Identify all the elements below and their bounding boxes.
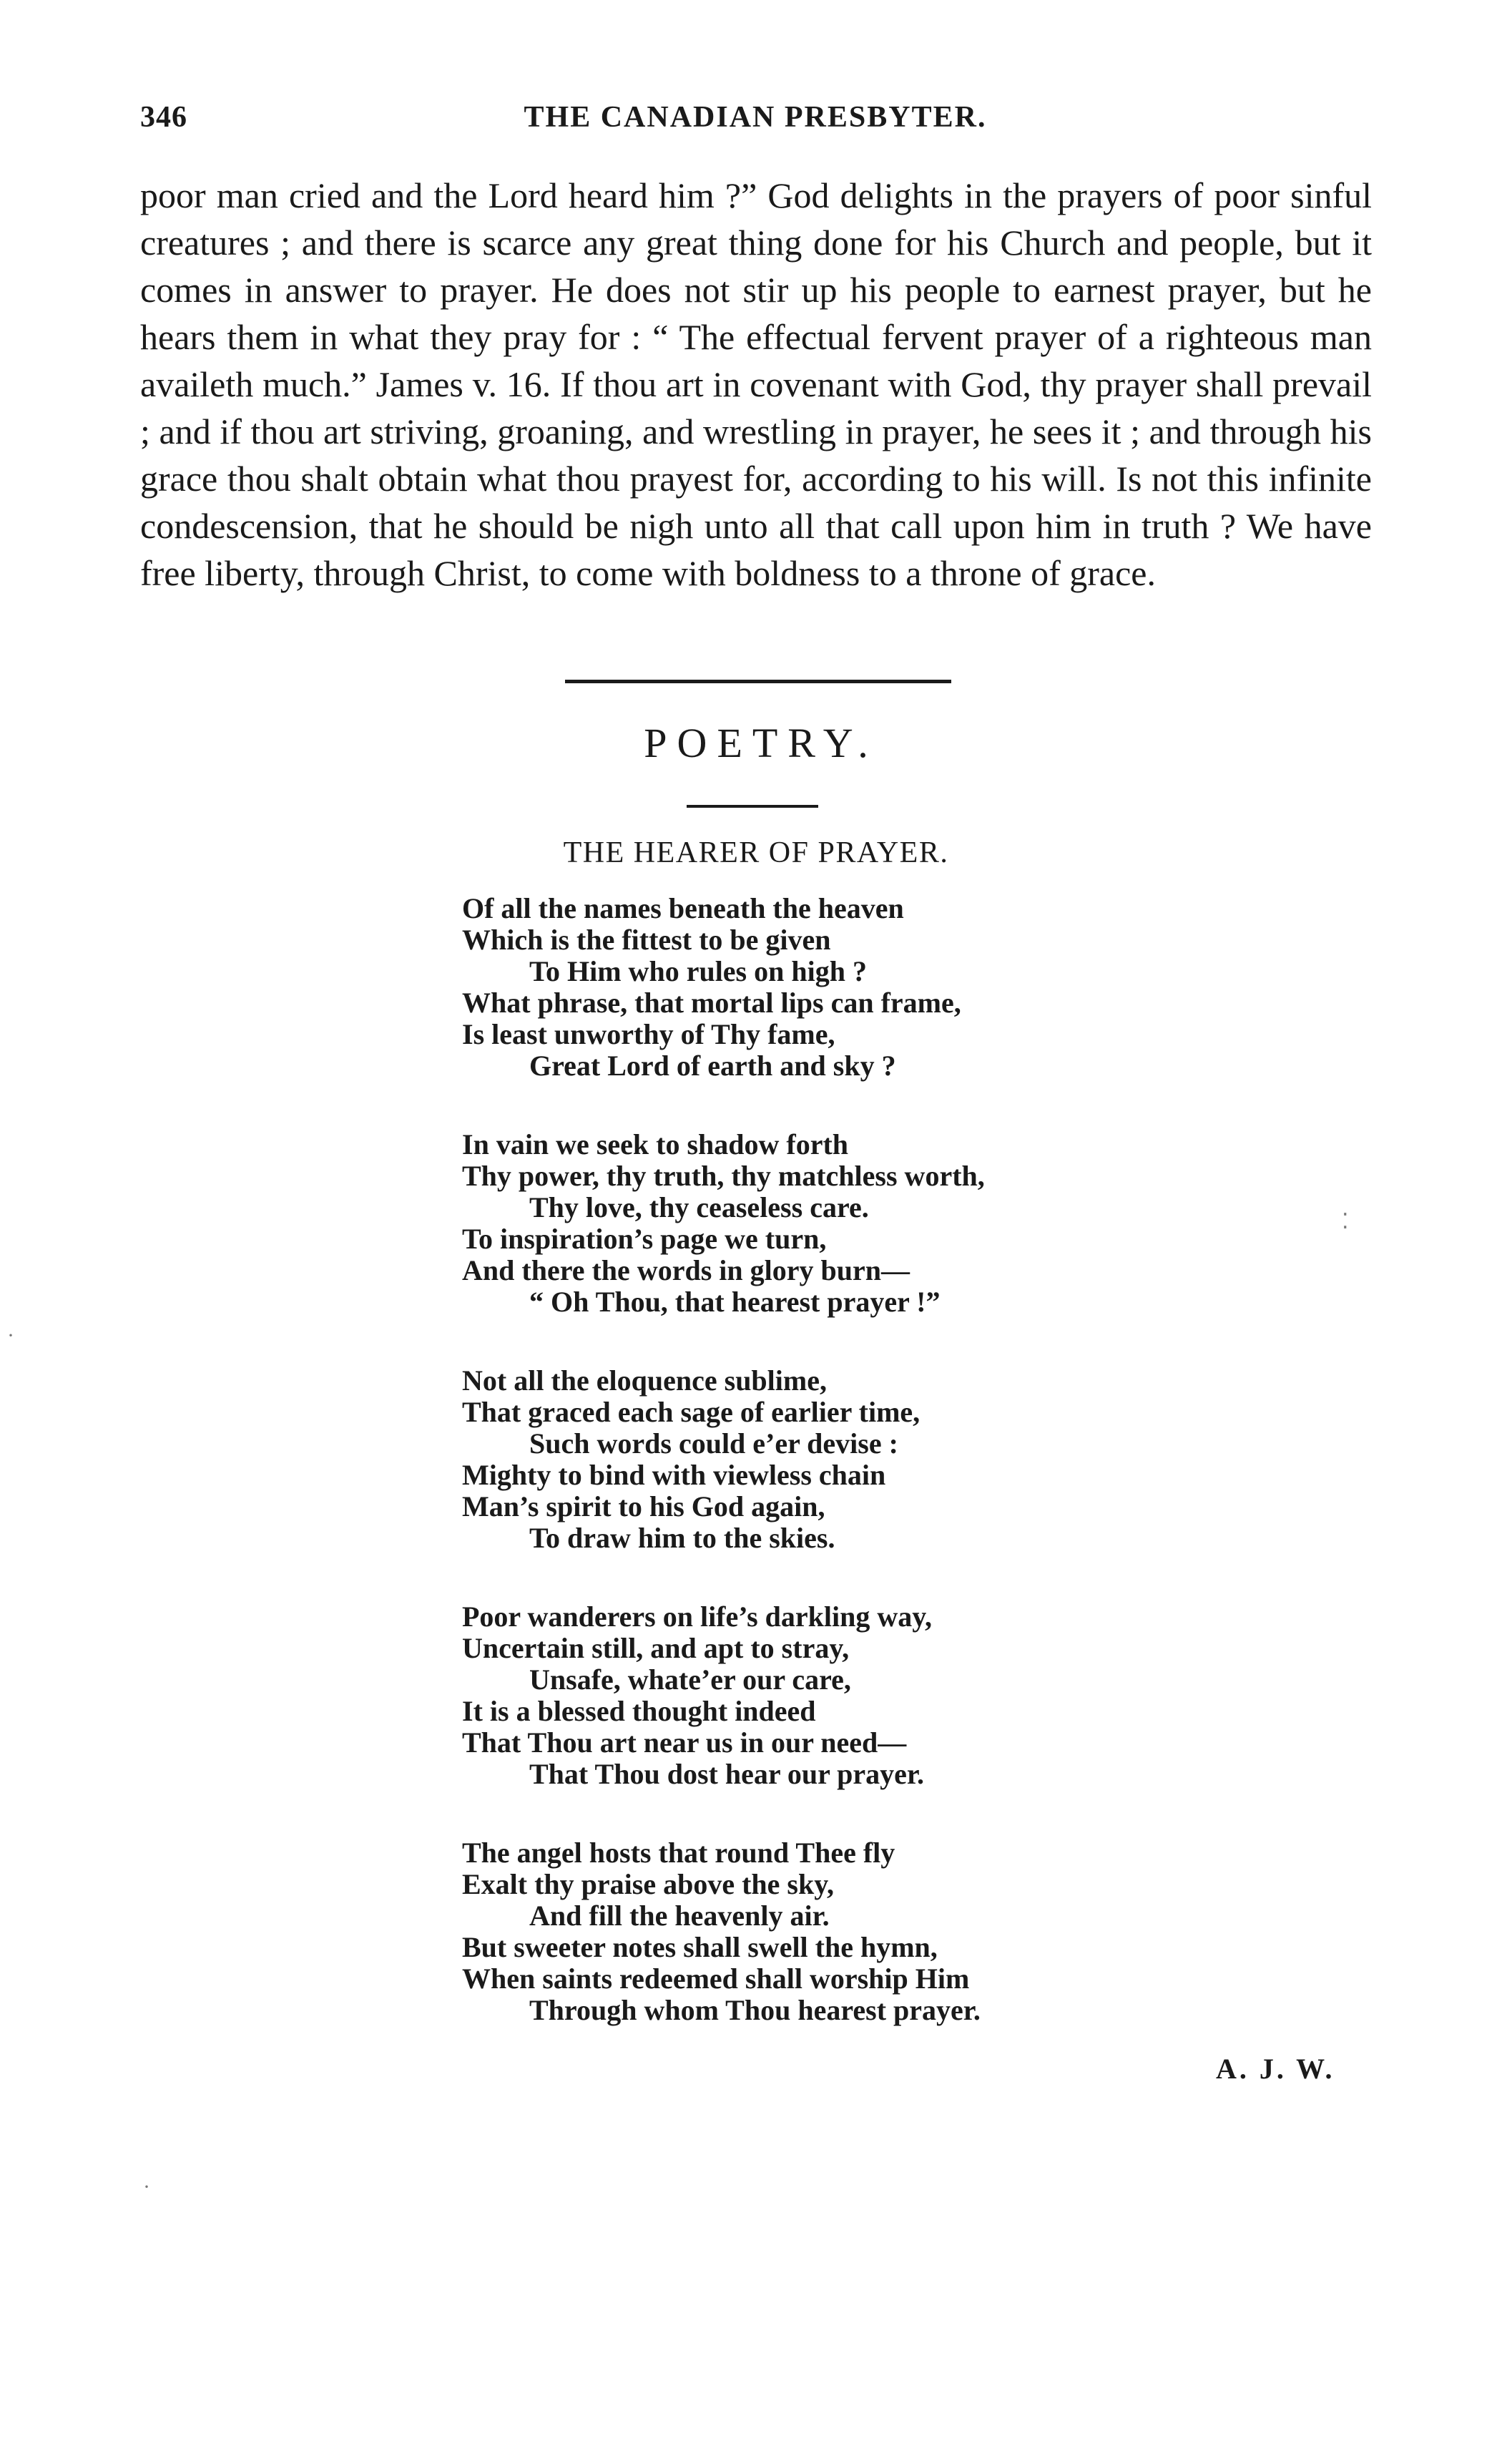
poem-line: But sweeter notes shall swell the hymn, bbox=[462, 1931, 938, 1963]
print-speck: · bbox=[7, 1324, 14, 1347]
poem-line: Unsafe, whate’er our care, bbox=[529, 1663, 851, 1696]
poem-line: The angel hosts that round Thee fly bbox=[462, 1837, 895, 1869]
poem-line: To draw him to the skies. bbox=[529, 1522, 835, 1554]
heading-underline-rule bbox=[687, 805, 818, 808]
stanza bbox=[462, 1837, 1349, 2026]
prose-section bbox=[140, 172, 1372, 597]
poem-line: To inspiration’s page we turn, bbox=[462, 1223, 827, 1255]
poem-line: Which is the fittest to be given bbox=[462, 924, 831, 956]
poem-line: Mighty to bind with viewless chain bbox=[462, 1459, 886, 1491]
poem-line: Of all the names beneath the heaven bbox=[462, 892, 904, 924]
poem-line: Through whom Thou hearest prayer. bbox=[529, 1994, 981, 2026]
poem-line: “ Oh Thou, that hearest prayer !” bbox=[529, 1286, 941, 1318]
poem-line: That graced each sage of earlier time, bbox=[462, 1396, 921, 1428]
poem-line: Exalt thy praise above the sky, bbox=[462, 1868, 835, 1900]
poem-line: That Thou art near us in our need— bbox=[462, 1726, 907, 1759]
poem-line: Great Lord of earth and sky ? bbox=[529, 1050, 896, 1082]
poem-line: Thy love, thy ceaseless care. bbox=[529, 1191, 869, 1223]
stanza bbox=[462, 893, 1349, 1082]
poem-line: Poor wanderers on life’s darkling way, bbox=[462, 1600, 933, 1633]
section-heading: POETRY. bbox=[644, 720, 878, 766]
poem-line: In vain we seek to shadow forth bbox=[462, 1128, 849, 1160]
poem-line: That Thou dost hear our prayer. bbox=[529, 1758, 924, 1790]
prose-paragraph: poor man cried and the Lord heard him ?” God delights in the prayers of poor sinful creatures ; and there is scarce any great thing done for his Church and people, but it comes in answer to prayer. He does not stir up his people to earnest prayer, but he hears them in what they pray for : “ The effectual fervent prayer of a righteous man availeth much.” James v. 16. If thou art in covenant with God, thy prayer shall prevail ; and if thou art striving, groaning, and wrestling in prayer, he sees it ; and through his grace thou shalt obtain what thou prayest for, according to his will. Is not this infinite condescension, that he should be nigh unto all that call upon him in truth ? We have free liberty, through Christ, to come with boldness to a throne of grace. bbox=[140, 175, 1372, 593]
poem-line: And fill the heavenly air. bbox=[529, 1900, 830, 1932]
page-header bbox=[140, 100, 1370, 143]
section-divider-rule bbox=[565, 680, 951, 683]
poem-line: It is a blessed thought indeed bbox=[462, 1695, 816, 1727]
print-speck: ⁚ bbox=[1342, 1210, 1349, 1233]
poem-line: Thy power, thy truth, thy matchless worth, bbox=[462, 1160, 985, 1192]
poem-line: Such words could e’er devise : bbox=[529, 1427, 898, 1460]
poem-title: THE HEARER OF PRAYER. bbox=[563, 836, 949, 869]
poem-line: And there the words in glory burn— bbox=[462, 1254, 910, 1286]
poem-line: Not all the eloquence sublime, bbox=[462, 1364, 827, 1397]
stanza bbox=[462, 1365, 1349, 1554]
poem-body bbox=[462, 893, 1349, 2073]
running-title: THE CANADIAN PRESBYTER. bbox=[524, 101, 987, 134]
stanza bbox=[462, 1129, 1349, 1318]
stanza bbox=[462, 1601, 1349, 1790]
poem-line: Uncertain still, and apt to stray, bbox=[462, 1632, 850, 1664]
page-number: 346 bbox=[140, 101, 187, 134]
print-speck: · bbox=[143, 2175, 150, 2199]
poem-line: What phrase, that mortal lips can frame, bbox=[462, 987, 961, 1019]
poem-line: When saints redeemed shall worship Him bbox=[462, 1962, 970, 1995]
poem-line: Man’s spirit to his God again, bbox=[462, 1490, 825, 1522]
poem-line: To Him who rules on high ? bbox=[529, 955, 867, 987]
poem-line: Is least unworthy of Thy fame, bbox=[462, 1018, 835, 1050]
author-signature: A. J. W. bbox=[1216, 2053, 1335, 2085]
